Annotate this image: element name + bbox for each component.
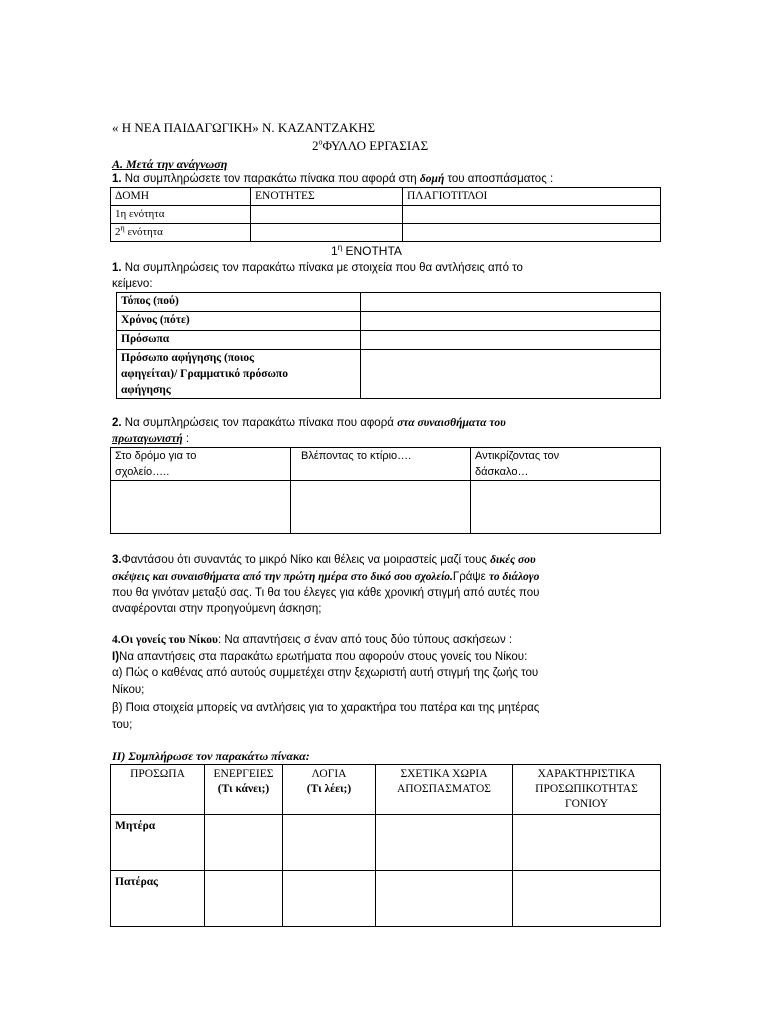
- question-2-emotions: 2. Να συμπληρώσεις τον παρακάτω πίνακα που αφορά στα συναισθήματα του: [112, 417, 506, 429]
- table-row: [117, 312, 661, 331]
- column-header: ΠΛΑΓΙΟΤΙΤΛΟΙ: [403, 188, 661, 206]
- table-row: [111, 481, 661, 534]
- table-row: [117, 293, 661, 312]
- column-header: Βλέποντας το κτίριο….: [291, 448, 471, 481]
- answer-cell[interactable]: [361, 350, 661, 399]
- question-1-structure: 1. Να συμπληρώσετε τον παρακάτω πίνακα που αφορά στη δομή του αποσπάσματος :: [112, 173, 554, 185]
- question-4-option-1: I)Να απαντήσεις στα παρακάτω ερωτήματα που αφορούν στους γονείς του Νίκου:: [112, 651, 528, 663]
- question-1-elements-cont: κείμενο:: [112, 278, 153, 290]
- row-label: Μητέρα: [111, 815, 205, 871]
- column-header: ΣΧΕΤΙΚΑ ΧΩΡΙΑ ΑΠΟΣΠΑΣΜΑΤΟΣ: [376, 765, 513, 815]
- column-header: ΔΟΜΗ: [111, 188, 251, 206]
- table-row: [111, 188, 661, 206]
- worksheet-title: $2^o\Phi\Upsilon\Lambda\Lambda O$ ΕΡΓΑΣΙΑΣ: [312, 137, 429, 153]
- table-row: [117, 350, 661, 399]
- question-4-a-line-2: Νίκου;: [112, 684, 145, 696]
- answer-cell[interactable]: [376, 815, 513, 871]
- question-4-a-line-1: α) Πώς ο καθένας από αυτούς συμμετέχει στην ξεχωριστή αυτή στιγμή της ζωής του: [112, 667, 539, 679]
- table-row: [111, 224, 661, 242]
- unit-1-heading: $1^\eta$ ΕΝΟΤΗΤΑ: [331, 243, 402, 258]
- answer-cell[interactable]: [361, 312, 661, 331]
- elements-table: [116, 292, 661, 399]
- answer-cell[interactable]: [403, 224, 661, 242]
- answer-cell[interactable]: [251, 206, 403, 224]
- section-a-heading: Α. Μετά την ανάγνωση: [112, 157, 228, 171]
- table-row: [111, 765, 661, 815]
- answer-cell[interactable]: [513, 815, 661, 871]
- question-1-elements: 1. Να συμπληρώσεις τον παρακάτω πίνακα με στοιχεία που θα αντλήσεις από το: [112, 262, 523, 274]
- answer-cell[interactable]: [205, 815, 283, 871]
- table-row: [111, 448, 661, 481]
- document-title: « Η ΝΕΑ ΠΑΙΔΑΓΩΓΙΚΗ» Ν. ΚΑΖΑΝΤΖΑΚΗΣ: [112, 120, 376, 135]
- column-header: ΧΑΡΑΚΤΗΡΙΣΤΙΚΑ ΠΡΟΣΩΠΙΚΟΤΗΤΑΣ ΓΟΝΙΟΥ: [513, 765, 661, 815]
- answer-cell[interactable]: [251, 224, 403, 242]
- table-row: [111, 206, 661, 224]
- answer-cell[interactable]: [111, 481, 291, 534]
- table-row: [111, 871, 661, 927]
- question-3-line-3: που θα γινόταν μεταξύ σας. Τι θα του έλεγες για κάθε χρονική στιγμή από αυτές που: [112, 587, 540, 599]
- row-label: Πατέρας: [111, 871, 205, 927]
- column-header: ΠΡΟΣΩΠΑ: [111, 765, 205, 815]
- answer-cell[interactable]: [403, 206, 661, 224]
- question-3-line-4: αναφέρονται στην προηγούμενη άσκηση;: [112, 603, 322, 615]
- table-row: [117, 331, 661, 350]
- table-row: [111, 815, 661, 871]
- answer-cell[interactable]: [361, 331, 661, 350]
- answer-cell[interactable]: [376, 871, 513, 927]
- answer-cell[interactable]: [283, 871, 376, 927]
- row-label: Πρόσωπο αφήγησης (ποιος αφηγείται)/ Γραμματικό πρόσωπο αφήγησης: [117, 350, 361, 399]
- row-label: Πρόσωπα: [117, 331, 361, 350]
- emotions-table: [110, 447, 661, 534]
- answer-cell[interactable]: [513, 871, 661, 927]
- structure-table: [110, 187, 661, 242]
- row-label: 1η ενότητα: [111, 206, 251, 224]
- column-header: Αντικρίζοντας τον δάσκαλο…: [471, 448, 661, 481]
- question-3-line-1: 3.Φαντάσου ότι συναντάς το μικρό Νίκο και θέλεις να μοιραστείς μαζί τους δικές σου: [112, 554, 536, 566]
- row-label: $2^\eta$ ενότητα: [111, 224, 251, 242]
- question-4-b-line-2: του;: [112, 719, 133, 731]
- question-4-heading: 4.Οι γονείς του Νίκου: Να απαντήσεις σ έναν από τους δύο τύπους ασκήσεων :: [112, 634, 513, 646]
- question-4-b-line-1: β) Ποια στοιχεία μπορείς να αντλήσεις για το χαρακτήρα του πατέρα και της μητέρας: [112, 702, 540, 714]
- answer-cell[interactable]: [291, 481, 471, 534]
- question-2-emotions-cont: πρωταγωνιστή :: [112, 433, 190, 445]
- row-label: Χρόνος (πότε): [117, 312, 361, 331]
- answer-cell[interactable]: [361, 293, 661, 312]
- column-header: ΕΝΟΤΗΤΕΣ: [251, 188, 403, 206]
- column-header: ΕΝΕΡΓΕΙΕΣ (Τι κάνει;): [205, 765, 283, 815]
- row-label: Τόπος (πού): [117, 293, 361, 312]
- column-header: ΛΟΓΙΑ (Τι λέει;): [283, 765, 376, 815]
- column-header: Στο δρόμο για το σχολείο…..: [111, 448, 291, 481]
- question-4-option-2: II) Συμπλήρωσε τον παρακάτω πίνακα:: [112, 749, 310, 763]
- answer-cell[interactable]: [283, 815, 376, 871]
- question-3-line-2: σκέψεις και συναισθήματα από την πρώτη ημέρα στο δικό σου σχολείο.Γράψε το διάλογο: [112, 571, 540, 583]
- answer-cell[interactable]: [471, 481, 661, 534]
- parents-table: [110, 764, 661, 927]
- answer-cell[interactable]: [205, 871, 283, 927]
